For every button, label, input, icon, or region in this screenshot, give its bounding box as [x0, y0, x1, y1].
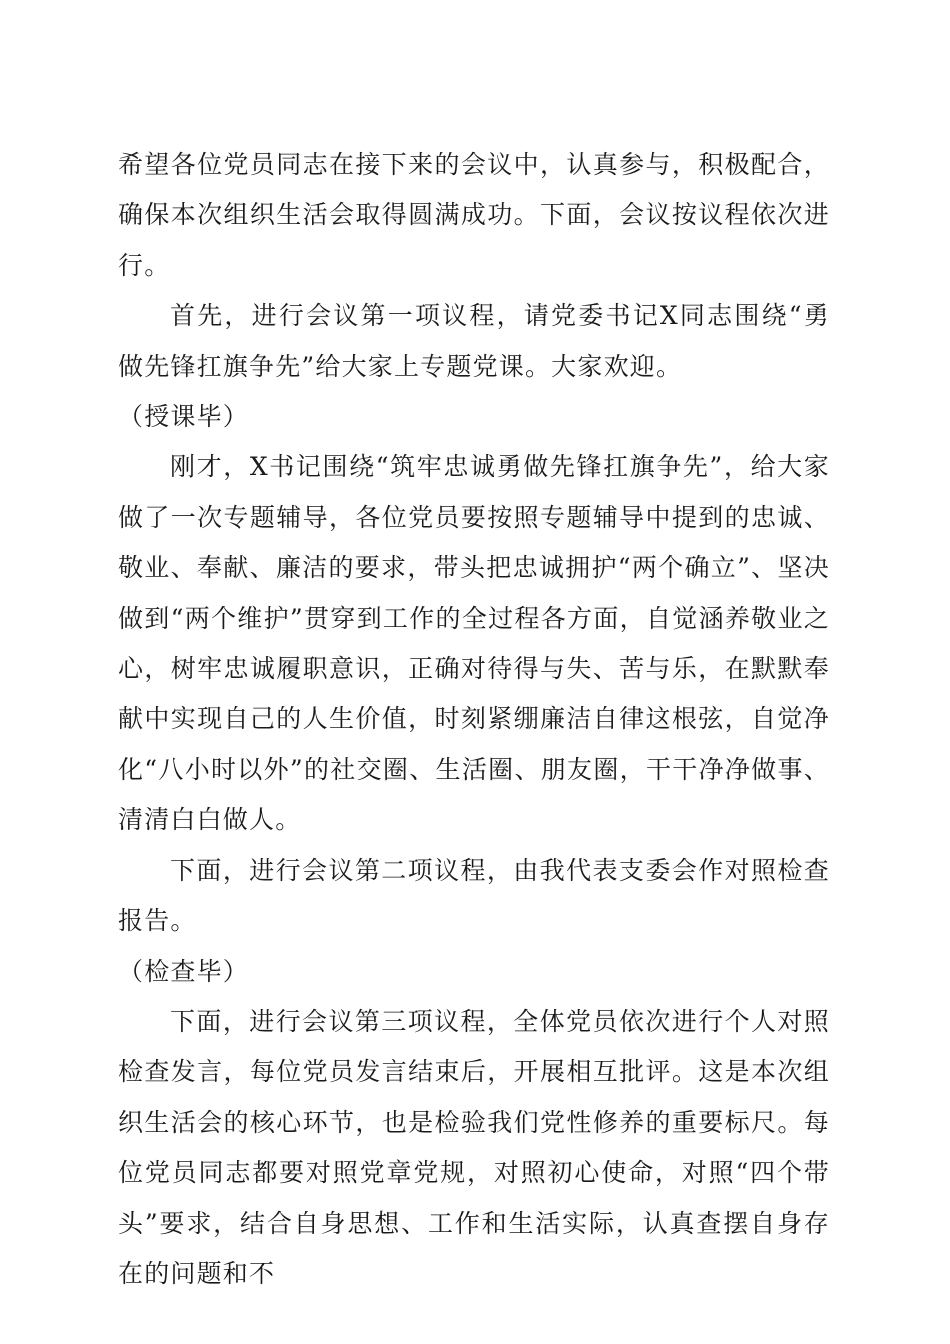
paragraph-agenda-item-1: 首先，进行会议第一项议程，请党委书记X同志围绕“勇做先锋扛旗争先”给大家上专题党课。大家欢迎。: [118, 301, 830, 381]
stage-note-inspection-finished: （检查毕）: [118, 956, 250, 986]
document-body: [118, 140, 830, 1299]
paragraph-continuation: 希望各位党员同志在接下来的会议中，认真参与，积极配合，确保本次组织生活会取得圆满成功。下面，会议按议程依次进行。: [118, 150, 830, 280]
paragraph-agenda-item-2: 下面，进行会议第二项议程，由我代表支委会作对照检查报告。: [118, 855, 830, 936]
stage-note-lecture-finished: （授课毕）: [118, 402, 250, 432]
paragraph-agenda-item-3: 下面，进行会议第三项议程，全体党员依次进行个人对照检查发言，每位党员发言结束后，开展相互批评。这是本次组织生活会的核心环节，也是检验我们党性修养的重要标尺。每位党员同志都要对照党章党规，对照初心使命，对照“四个带头”要求，结合自身思想、工作和生活实际，认真查摆自身存在的问题和不: [118, 1006, 830, 1288]
paragraph-lecture-summary: 刚才，X书记围绕“筑牢忠诚勇做先锋扛旗争先”，给大家做了一次专题辅导，各位党员要按照专题辅导中提到的忠诚、敬业、奉献、廉洁的要求，带头把忠诚拥护“两个确立”、坚决做到“两个维护”贯穿到工作的全过程各方面，自觉涵养敬业之心，树牢忠诚履职意识，正确对待得与失、苦与乐，在默默奉献中实现自己的人生价值，时刻紧绷廉洁自律这根弦，自觉净化“八小时以外”的社交圈、生活圈、朋友圈，干干净净做事、清清白白做人。: [118, 452, 830, 835]
